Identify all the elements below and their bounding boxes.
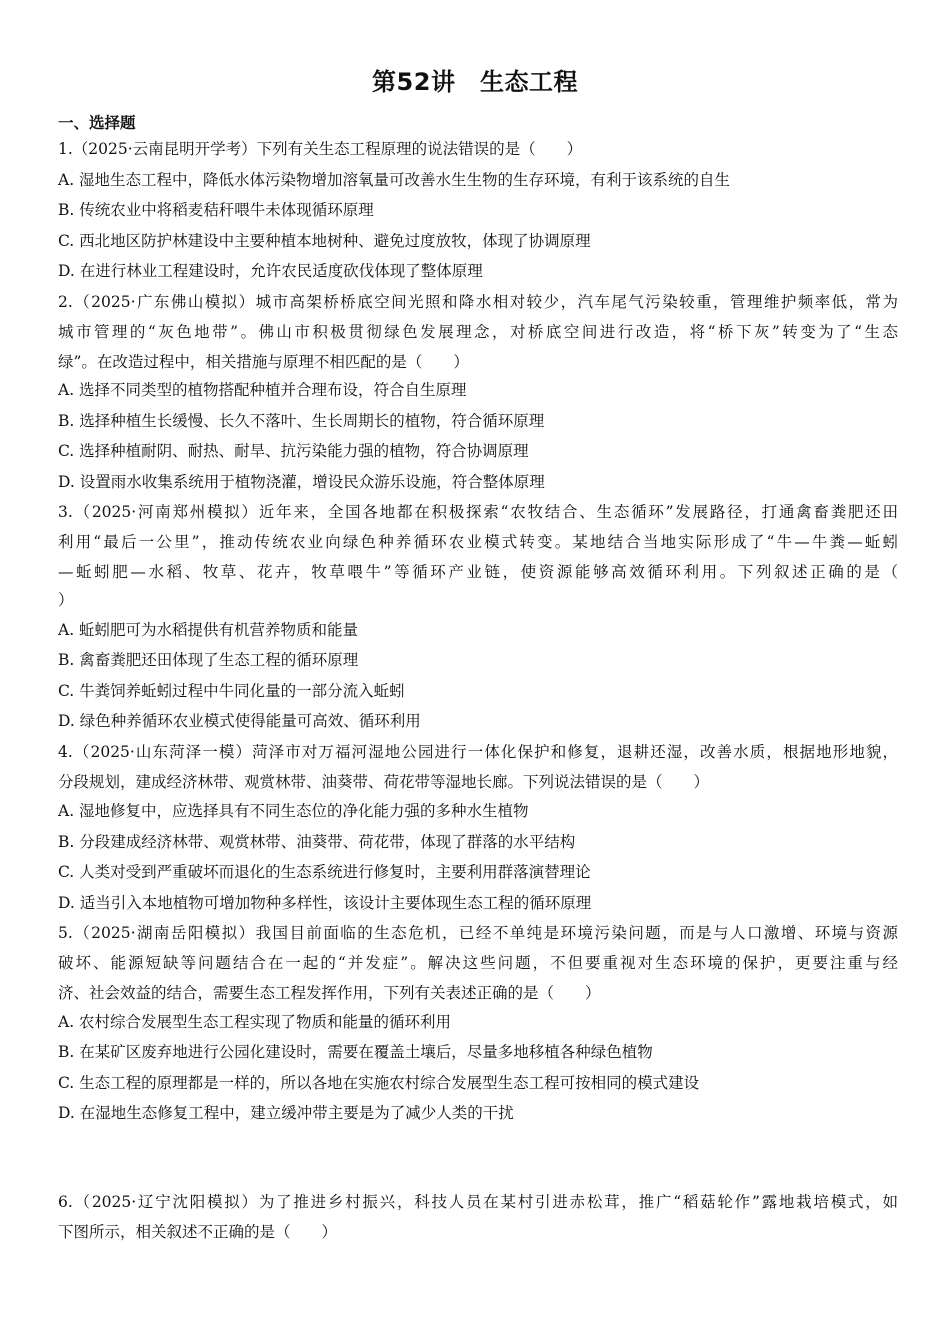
question-4-stem-line: 4.（2025·山东菏泽一模）菏泽市对万福河湿地公园进行一体化保护和修复，退耕还湿，改善水质，根据地形地貌， (58, 743, 898, 761)
question-2-option-b: B. 选择种植生长缓慢、长久不落叶、生长周期长的植物，符合循环原理 (58, 412, 545, 430)
question-4-option-a: A. 湿地修复中，应选择具有不同生态位的净化能力强的多种水生植物 (58, 802, 529, 820)
question-5-option-c: C. 生态工程的原理都是一样的，所以各地在实施农村综合发展型生态工程可按相同的模式建设 (58, 1074, 700, 1092)
question-1-option-a: A. 湿地生态工程中，降低水体污染物增加溶氧量可改善水生生物的生存环境，有利于该系统的自生 (58, 171, 731, 189)
question-3-option-d: D. 绿色种养循环农业模式使得能量可高效、循环利用 (58, 712, 421, 730)
question-5-option-a: A. 农村综合发展型生态工程实现了物质和能量的循环利用 (58, 1013, 452, 1031)
question-3-option-c: C. 牛粪饲养蚯蚓过程中牛同化量的一部分流入蚯蚓 (58, 682, 405, 700)
section-heading: 一、选择题 (58, 114, 136, 132)
question-1-option-b: B. 传统农业中将稻麦秸秆喂牛未体现循环原理 (58, 201, 374, 219)
question-5-option-d: D. 在湿地生态修复工程中，建立缓冲带主要是为了减少人类的干扰 (58, 1104, 514, 1122)
question-1-stem: 1.（2025·云南昆明开学考）下列有关生态工程原理的说法错误的是（ ） (58, 140, 583, 158)
question-3-option-b: B. 禽畜粪肥还田体现了生态工程的循环原理 (58, 651, 359, 669)
question-6-stem-line: 6.（2025·辽宁沈阳模拟）为了推进乡村振兴，科技人员在某村引进赤松茸，推广“稻菇轮作”露地栽培模式，如 (58, 1193, 898, 1211)
question-4-option-b: B. 分段建成经济林带、观赏林带、油葵带、荷花带，体现了群落的水平结构 (58, 833, 576, 851)
question-4-option-c: C. 人类对受到严重破坏而退化的生态系统进行修复时，主要利用群落演替理论 (58, 863, 591, 881)
question-2-option-a: A. 选择不同类型的植物搭配种植并合理布设，符合自生原理 (58, 381, 467, 399)
question-5-stem-line: 济、社会效益的结合，需要生态工程发挥作用，下列有关表述正确的是（ ） (58, 984, 601, 1002)
question-5-option-b: B. 在某矿区废弃地进行公园化建设时，需要在覆盖土壤后，尽量多地移植各种绿色植物 (58, 1043, 653, 1061)
page-title: 第52讲 生态工程 (372, 68, 578, 96)
question-3-stem-line: —蚯蚓肥—水稻、牧草、花卉，牧草喂牛”等循环产业链，使资源能够高效循环利用。下列叙述正确的是（ (58, 563, 898, 581)
question-5-stem-line: 5.（2025·湖南岳阳模拟）我国目前面临的生态危机，已经不单纯是环境污染问题，而是与人口激增、环境与资源 (58, 924, 898, 942)
question-3-option-a: A. 蚯蚓肥可为水稻提供有机营养物质和能量 (58, 621, 359, 639)
question-5-stem-line: 破坏、能源短缺等问题结合在一起的“并发症”。解决这些问题，不但要重视对生态环境的保护，更要注重与经 (58, 954, 898, 972)
question-6-stem-line: 下图所示，相关叙述不正确的是（ ） (58, 1223, 338, 1241)
question-2-stem-line: 2.（2025·广东佛山模拟）城市高架桥桥底空间光照和降水相对较少，汽车尾气污染较重，管理维护频率低，常为 (58, 293, 898, 311)
question-3-stem-line: 3.（2025·河南郑州模拟）近年来，全国各地都在积极探索“农牧结合、生态循环”发展路径，打通禽畜粪肥还田 (58, 503, 898, 521)
question-2-option-c: C. 选择种植耐阴、耐热、耐旱、抗污染能力强的植物，符合协调原理 (58, 442, 529, 460)
question-1-option-d: D. 在进行林业工程建设时，允许农民适度砍伐体现了整体原理 (58, 262, 483, 280)
question-1-option-c: C. 西北地区防护林建设中主要种植本地树种、避免过度放牧，体现了协调原理 (58, 232, 591, 250)
question-3-stem-line: ） (58, 591, 74, 609)
question-2-stem-line: 绿”。在改造过程中，相关措施与原理不相匹配的是（ ） (58, 353, 469, 371)
question-3-stem-line: 利用“最后一公里”，推动传统农业向绿色种养循环农业模式转变。某地结合当地实际形成了“牛—牛粪—蚯蚓 (58, 533, 898, 551)
question-4-stem-line: 分段规划，建成经济林带、观赏林带、油葵带、荷花带等湿地长廊。下列说法错误的是（ ） (58, 773, 710, 791)
question-4-option-d: D. 适当引入本地植物可增加物种多样性，该设计主要体现生态工程的循环原理 (58, 894, 592, 912)
question-2-option-d: D. 设置雨水收集系统用于植物浇灌，增设民众游乐设施，符合整体原理 (58, 473, 545, 491)
question-2-stem-line: 城市管理的“灰色地带”。佛山市积极贯彻绿色发展理念，对桥底空间进行改造，将“桥下灰”转变为了“生态 (58, 323, 898, 341)
